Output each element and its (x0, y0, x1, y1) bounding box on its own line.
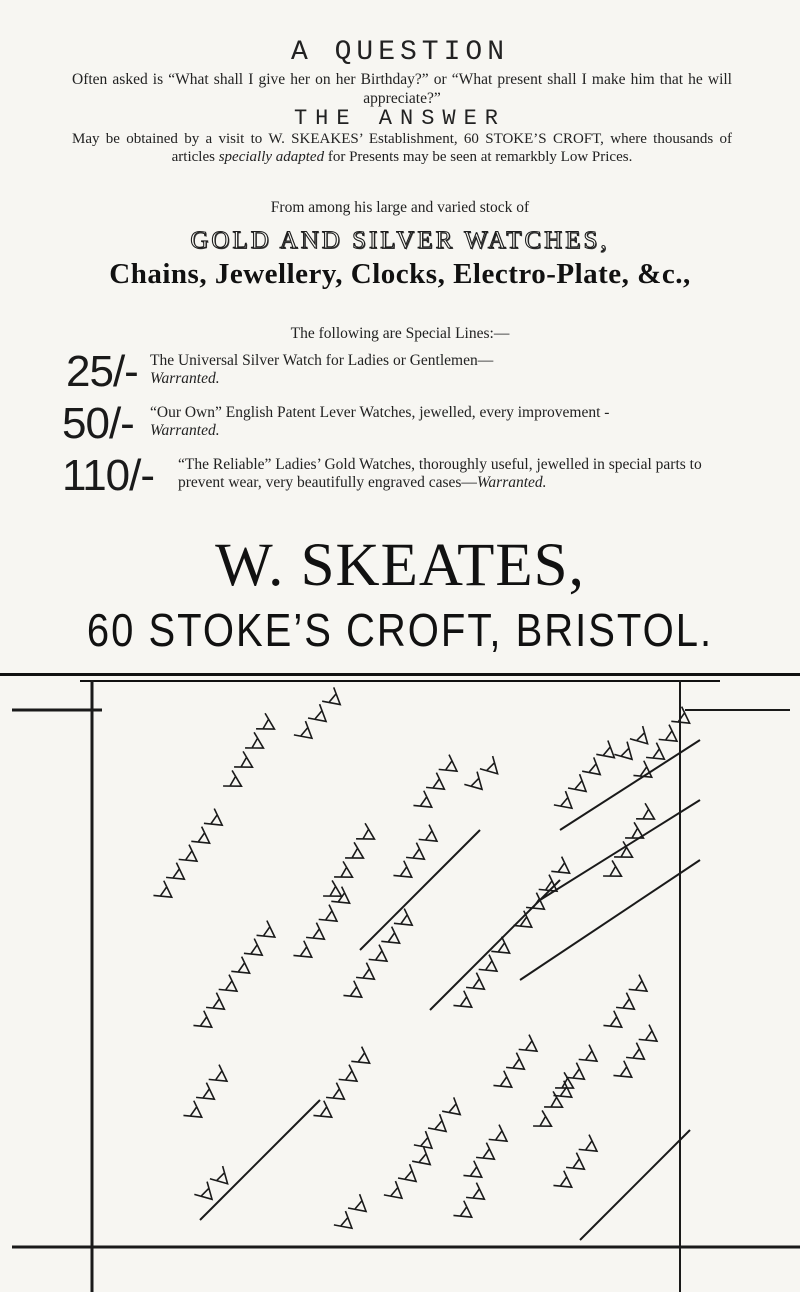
stamp-glyph (204, 809, 227, 833)
stamp-glyph (245, 732, 268, 756)
stamp-glyph (356, 823, 379, 847)
stamp-glyph (206, 993, 229, 1017)
stamp-glyph (453, 991, 476, 1015)
gold-silver-heading: GOLD AND SILVER WATCHES, (190, 227, 610, 254)
stamp-mark (313, 1047, 374, 1125)
stamp-mark (553, 1045, 602, 1105)
stamp-glyph (476, 1143, 499, 1167)
stamp-glyph (339, 1065, 362, 1089)
stamp-mark (533, 1072, 578, 1134)
stamp-mark (493, 1035, 542, 1095)
stamp-glyph (326, 1083, 349, 1107)
stamp-glyph (406, 843, 429, 867)
stamp-glyph (219, 975, 242, 999)
answer-text-italic: specially adapted (218, 149, 325, 165)
stamp-mark (553, 1135, 602, 1195)
stamp-glyph (493, 1071, 516, 1095)
stamp-glyph (256, 713, 279, 737)
stamp-glyph (193, 1011, 216, 1035)
stamp-glyph (234, 751, 257, 775)
stamp-mark (153, 809, 227, 905)
stamp-glyph (194, 1182, 218, 1206)
stamp-glyph (480, 756, 504, 780)
stamp-glyph (345, 842, 368, 866)
stamp-stroke (520, 860, 700, 980)
stamp-glyph (636, 803, 659, 827)
question-heading: A QUESTION (290, 37, 510, 68)
stamp-glyph (209, 1065, 232, 1089)
stamp-glyph (356, 963, 379, 987)
stamp-glyph (544, 1091, 567, 1115)
stamp-glyph (413, 791, 436, 815)
stamp-mark (554, 741, 620, 816)
stamp-group (153, 687, 700, 1240)
stamp-glyph (153, 881, 176, 905)
stamp-glyph (659, 725, 682, 749)
special-line-1-desc: The Universal Silver Watch for Ladies or Gentlemen— (150, 352, 494, 369)
stock-intro: From among his large and varied stock of (270, 199, 530, 216)
stamp-glyph (334, 861, 357, 885)
stamp-mark (453, 1183, 489, 1225)
stamp-glyph (582, 757, 606, 781)
stamp-glyph (231, 957, 254, 981)
stamp-stroke (360, 830, 480, 950)
stamp-mark (193, 921, 280, 1035)
stamp-glyph (639, 1025, 662, 1049)
stamp-glyph (533, 1110, 556, 1134)
stamp-mark (414, 1097, 466, 1155)
stamp-mark (384, 1147, 436, 1205)
stamp-glyph (381, 927, 404, 951)
stamp-glyph (453, 1201, 476, 1225)
price-25: 25/- (66, 347, 138, 396)
stamp-stroke (200, 1100, 320, 1220)
stamp-glyph (244, 939, 267, 963)
answer-text-after: for Presents may be seen at remarkbly Low Prices. (327, 149, 633, 165)
stamp-glyph (613, 1061, 636, 1085)
stamp-glyph (489, 1125, 512, 1149)
stamp-mark (194, 1166, 234, 1206)
stamp-mark (603, 975, 652, 1035)
stamp-glyph (554, 791, 578, 815)
stamp-glyph (603, 1011, 626, 1035)
stamp-glyph (334, 1211, 358, 1235)
stamp-glyph (343, 981, 366, 1005)
special-line-2-warranty: Warranted. (150, 422, 220, 439)
answer-heading: THE ANSWER (293, 106, 507, 131)
stamp-glyph (466, 973, 489, 997)
stamp-glyph (322, 687, 346, 711)
stamp-glyph (630, 726, 654, 750)
stamp-glyph (412, 1147, 436, 1171)
stamp-glyph (223, 770, 246, 794)
special-line-2-desc: “Our Own” English Patent Lever Watches, jewelled, every improvement - (150, 404, 610, 421)
stamp-glyph (566, 1153, 589, 1177)
stamp-stroke (540, 800, 700, 900)
price-50: 50/- (62, 399, 134, 448)
stamp-glyph (539, 875, 562, 899)
stamp-glyph (179, 845, 202, 869)
special-line-3-desc: “The Reliable” Ladies’ Gold Watches, thoroughly useful, jewelled in special parts to prevent wear, very beautifully engraved cases— (178, 456, 702, 491)
stamp-glyph (183, 1101, 206, 1125)
special-line-1-warranty: Warranted. (150, 370, 220, 387)
stamp-glyph (308, 704, 332, 728)
stamp-glyph (294, 721, 318, 745)
stamp-stroke (430, 880, 560, 1010)
stamp-glyph (551, 857, 574, 881)
stamp-glyph (579, 1135, 602, 1159)
stamp-glyph (596, 741, 620, 765)
stamp-glyph (568, 774, 592, 798)
stamp-mark (293, 887, 354, 965)
stamp-glyph (466, 1183, 489, 1207)
gothic-product-line: Chains, Jewellery, Clocks, Electro-Plate, &c., (109, 258, 691, 290)
stamp-mark (613, 1025, 662, 1085)
answer-text-before: May be obtained by a visit to W. SKEAKES’ Establishment, 60 STOKE’S CROFT, where thousands of articles (72, 131, 732, 165)
stamp-mark (413, 755, 462, 815)
stamp-glyph (491, 937, 514, 961)
special-lines-heading: The following are Special Lines:— (290, 325, 510, 342)
stamp-glyph (614, 742, 638, 766)
stamp-glyph (398, 1164, 422, 1188)
stamp-mark (334, 1194, 372, 1235)
special-line-3-warranty: Warranted. (476, 474, 547, 491)
stamp-glyph (419, 825, 442, 849)
stamp-glyph (166, 863, 189, 887)
stamp-glyph (323, 880, 346, 904)
stamp-glyph (331, 887, 354, 911)
stamp-glyph (384, 1181, 408, 1205)
stamp-glyph (506, 1053, 529, 1077)
stamp-glyph (463, 1161, 486, 1185)
stamp-glyph (426, 773, 449, 797)
merchant-name: W. SKEATES, (215, 532, 585, 599)
stamp-mark (183, 1065, 232, 1125)
stamp-glyph (351, 1047, 374, 1071)
stamp-mark (464, 756, 504, 796)
stamp-glyph (348, 1194, 372, 1218)
stamp-mark (223, 713, 279, 794)
stamp-mark (294, 687, 346, 745)
stamp-mark (453, 937, 514, 1015)
stamp-glyph (428, 1114, 452, 1138)
stamp-mark (323, 823, 379, 904)
stamp-mark (343, 909, 417, 1005)
stamp-glyph (579, 1045, 602, 1069)
stamp-glyph (442, 1097, 466, 1121)
stamp-glyph (293, 941, 316, 965)
stamp-glyph (626, 1043, 649, 1067)
stamp-glyph (191, 827, 214, 851)
stamp-mark (614, 726, 654, 766)
merchant-address: 60 STOKE’S CROFT, BRISTOL. (86, 605, 714, 657)
stamp-glyph (393, 861, 416, 885)
stamp-glyph (553, 1171, 576, 1195)
stamp-mark (633, 707, 694, 785)
stamp-glyph (464, 772, 488, 796)
stamp-glyph (257, 921, 280, 945)
stamp-glyph (614, 841, 637, 865)
stamp-glyph (519, 1035, 542, 1059)
stamp-glyph (306, 923, 329, 947)
stamp-glyph (616, 993, 639, 1017)
intro-text: Often asked is “What shall I give her on her Birthday?” or “What present shall I make him that he will appreciate?” (72, 71, 732, 107)
stamp-mark (463, 1125, 512, 1185)
stamp-glyph (629, 975, 652, 999)
stamp-glyph (319, 905, 342, 929)
stamp-glyph (603, 860, 626, 884)
stamp-glyph (369, 945, 392, 969)
stamp-glyph (439, 755, 462, 779)
stamp-glyph (553, 1081, 576, 1105)
stamp-glyph (196, 1083, 219, 1107)
stamp-stroke (580, 1130, 690, 1240)
price-110: 110/- (62, 451, 155, 500)
stamp-glyph (210, 1166, 234, 1190)
